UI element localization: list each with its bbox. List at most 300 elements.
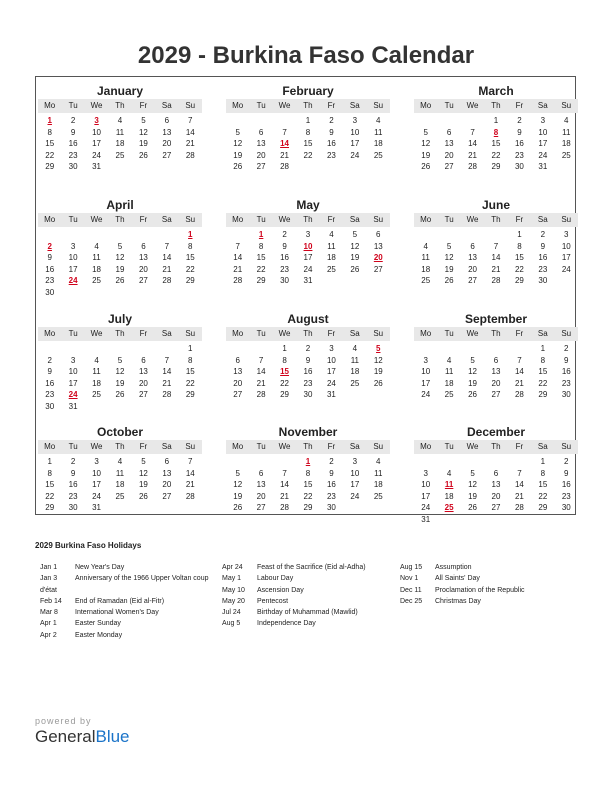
day-cell: 14 <box>162 253 172 263</box>
day-cell: 1 <box>493 116 499 125</box>
day-cell: 24 <box>421 390 431 400</box>
day-grid <box>38 456 202 514</box>
weekday-label: Su <box>561 329 572 338</box>
weekday-label: Su <box>561 101 572 110</box>
day-cell: 3 <box>423 468 428 478</box>
month-june <box>414 198 578 287</box>
day-cell: 13 <box>162 468 172 478</box>
day-cell: 10 <box>421 367 431 377</box>
day-cell: 1 <box>47 457 52 466</box>
day-cell: 4 <box>423 241 428 251</box>
empty-cell <box>61 343 84 355</box>
holiday-day: 2 <box>47 241 52 251</box>
holiday-date: Jan 3 <box>40 575 58 583</box>
day-cell: 6 <box>164 457 170 466</box>
day-cell: 9 <box>540 241 546 251</box>
day-cell: 16 <box>303 367 313 377</box>
day-cell: 10 <box>561 241 571 251</box>
weekday-label: Mo <box>44 101 56 110</box>
day-cell: 30 <box>68 162 78 172</box>
weekday-label: Fr <box>139 215 148 224</box>
day-cell: 9 <box>564 355 569 365</box>
holiday-item <box>40 630 215 641</box>
day-cell: 3 <box>305 230 311 239</box>
day-cell: 22 <box>538 491 548 501</box>
weekday-label: Fr <box>139 101 148 110</box>
day-cell: 26 <box>138 491 148 501</box>
day-grid <box>226 343 390 401</box>
day-cell: 5 <box>352 230 358 239</box>
day-cell: 12 <box>115 253 125 263</box>
day-cell: 18 <box>115 480 125 490</box>
holiday-name: All Saints' Day <box>435 575 480 583</box>
weekday-label: Tu <box>256 442 266 451</box>
day-cell: 31 <box>303 276 313 286</box>
day-cell: 12 <box>115 367 125 377</box>
day-cell: 12 <box>373 355 383 365</box>
holiday-date: May 1 <box>222 575 242 583</box>
day-cell: 22 <box>280 378 290 388</box>
day-cell: 30 <box>280 276 290 286</box>
holiday-day: 1 <box>305 457 311 466</box>
day-cell: 2 <box>329 116 334 125</box>
day-cell: 11 <box>115 127 125 137</box>
weekday-label: Th <box>491 215 501 224</box>
day-cell: 25 <box>373 491 383 501</box>
day-cell: 22 <box>45 491 55 501</box>
month-march <box>414 84 578 173</box>
holiday-name: Ascension Day <box>257 586 304 594</box>
weekday-label: We <box>90 442 103 451</box>
weekday-label: Mo <box>420 101 432 110</box>
day-cell: 3 <box>352 116 358 125</box>
powered-by-text: powered by <box>35 716 92 726</box>
day-cell: 11 <box>327 241 336 251</box>
day-cell: 6 <box>164 116 170 125</box>
day-cell: 21 <box>514 378 524 388</box>
day-cell: 28 <box>280 503 290 513</box>
day-cell: 27 <box>373 264 383 274</box>
weekday-label: Mo <box>44 215 56 224</box>
day-cell: 11 <box>374 468 383 478</box>
holiday-day: 5 <box>376 344 381 353</box>
day-cell: 26 <box>138 150 148 160</box>
empty-cell <box>414 115 437 127</box>
holiday-column <box>40 562 215 641</box>
day-cell: 7 <box>164 241 170 251</box>
day-cell: 15 <box>491 139 501 149</box>
weekday-label: Fr <box>515 442 524 451</box>
weekday-header <box>38 327 202 341</box>
brand-general: General <box>35 727 96 746</box>
weekday-header <box>414 327 578 341</box>
day-cell: 24 <box>303 264 313 274</box>
day-cell: 26 <box>421 162 431 172</box>
day-cell: 31 <box>68 401 78 411</box>
day-cell: 28 <box>491 276 501 286</box>
holiday-name: Assumption <box>435 564 472 571</box>
weekday-header <box>414 99 578 113</box>
holiday-date: Dec 11 <box>400 586 422 594</box>
day-cell: 28 <box>185 491 195 501</box>
day-cell: 17 <box>350 480 360 490</box>
day-cell: 6 <box>446 127 452 137</box>
holiday-day: 24 <box>68 390 78 400</box>
day-cell: 10 <box>350 468 360 478</box>
day-cell: 4 <box>117 457 123 466</box>
holiday-day: 10 <box>303 241 313 251</box>
weekday-header <box>414 440 578 454</box>
day-cell: 2 <box>540 230 546 239</box>
day-cell: 22 <box>45 150 55 160</box>
day-cell: 10 <box>68 367 78 377</box>
day-cell: 10 <box>421 480 431 490</box>
month-name: October <box>96 425 143 439</box>
day-grid <box>38 229 202 299</box>
weekday-label: Sa <box>349 215 360 224</box>
weekday-label: Th <box>303 101 313 110</box>
holiday-item <box>400 573 580 584</box>
day-grid <box>38 115 202 173</box>
day-cell: 17 <box>561 253 571 263</box>
day-cell: 7 <box>282 468 287 478</box>
empty-cell <box>508 456 531 468</box>
weekday-label: We <box>466 101 479 110</box>
day-cell: 9 <box>282 241 287 251</box>
day-cell: 4 <box>352 344 358 353</box>
day-cell: 9 <box>329 468 334 478</box>
holiday-name: Pentecost <box>257 597 289 605</box>
holiday-name: New Year's Day <box>75 564 125 571</box>
day-cell: 11 <box>115 468 125 478</box>
day-cell: 21 <box>185 480 195 490</box>
day-cell: 27 <box>491 503 501 513</box>
day-cell: 1 <box>188 344 193 353</box>
day-cell: 15 <box>185 367 195 377</box>
holiday-item <box>222 618 392 629</box>
day-cell: 4 <box>376 116 381 125</box>
day-cell: 5 <box>235 468 240 478</box>
holiday-name: Feast of the Sacrifice (Eid al-Adha) <box>257 564 366 571</box>
day-cell: 3 <box>352 457 358 466</box>
day-cell: 20 <box>468 264 478 274</box>
day-cell: 26 <box>444 276 454 286</box>
footer <box>35 716 130 747</box>
day-cell: 26 <box>233 503 243 513</box>
empty-cell <box>273 456 296 468</box>
page-title: 2029 - Burkina Faso Calendar <box>137 42 475 69</box>
day-cell: 26 <box>468 390 478 400</box>
day-cell: 8 <box>540 468 546 478</box>
day-cell: 1 <box>305 116 311 125</box>
day-cell: 13 <box>138 367 148 377</box>
day-cell: 29 <box>185 390 195 400</box>
day-cell: 5 <box>117 241 123 251</box>
day-cell: 8 <box>47 127 52 137</box>
day-cell: 29 <box>303 503 313 513</box>
day-cell: 1 <box>282 344 287 353</box>
day-cell: 20 <box>444 150 454 160</box>
day-cell: 7 <box>188 457 193 466</box>
holiday-day: 15 <box>280 367 290 377</box>
holiday-date: Feb 14 <box>40 597 62 605</box>
day-cell: 31 <box>92 503 102 513</box>
weekday-header <box>38 213 202 227</box>
weekday-label: Sa <box>349 442 360 451</box>
empty-cell <box>38 343 61 355</box>
day-cell: 13 <box>491 480 501 490</box>
holiday-day: 25 <box>444 503 454 513</box>
day-cell: 2 <box>305 344 311 353</box>
empty-cell <box>437 456 460 468</box>
day-cell: 31 <box>92 162 102 172</box>
day-cell: 20 <box>491 378 501 388</box>
holiday-item <box>222 585 392 596</box>
weekday-label: Tu <box>444 329 454 338</box>
day-cell: 27 <box>138 390 148 400</box>
day-cell: 16 <box>538 253 548 263</box>
day-cell: 1 <box>540 344 546 353</box>
month-name: January <box>96 84 144 98</box>
day-cell: 10 <box>92 468 102 478</box>
day-cell: 19 <box>444 264 454 274</box>
day-cell: 14 <box>491 253 501 263</box>
day-cell: 13 <box>138 253 148 263</box>
weekday-header <box>226 213 390 227</box>
day-cell: 15 <box>303 480 313 490</box>
empty-cell <box>508 343 531 355</box>
holiday-item <box>40 596 215 607</box>
day-cell: 27 <box>138 276 148 286</box>
weekday-label: We <box>278 329 291 338</box>
day-cell: 3 <box>564 230 569 239</box>
day-cell: 8 <box>540 355 546 365</box>
day-cell: 6 <box>493 468 499 478</box>
holiday-date: May 10 <box>222 586 245 594</box>
day-cell: 15 <box>303 139 313 149</box>
day-cell: 19 <box>115 264 125 274</box>
day-cell: 11 <box>374 127 383 137</box>
day-cell: 29 <box>514 276 524 286</box>
weekday-label: Th <box>303 442 313 451</box>
weekday-label: Su <box>185 215 196 224</box>
day-cell: 26 <box>115 390 125 400</box>
day-cell: 22 <box>514 264 524 274</box>
day-cell: 11 <box>421 253 430 263</box>
day-cell: 9 <box>517 127 522 137</box>
day-cell: 16 <box>561 480 571 490</box>
holiday-day: 14 <box>280 139 290 149</box>
day-cell: 23 <box>326 491 336 501</box>
weekday-label: Fr <box>327 442 336 451</box>
day-cell: 2 <box>329 457 334 466</box>
weekday-header <box>226 440 390 454</box>
day-cell: 16 <box>68 480 78 490</box>
day-cell: 11 <box>350 355 359 365</box>
empty-cell <box>437 343 460 355</box>
day-cell: 8 <box>188 241 193 251</box>
day-cell: 28 <box>162 390 172 400</box>
weekday-label: Mo <box>44 442 56 451</box>
day-cell: 18 <box>561 139 571 149</box>
holiday-item <box>40 618 215 629</box>
empty-cell <box>226 115 249 127</box>
day-cell: 22 <box>185 264 195 274</box>
holiday-name: Christmas Day <box>435 597 481 605</box>
empty-cell <box>437 229 460 241</box>
month-name: March <box>478 84 514 98</box>
holiday-day: 24 <box>68 276 78 286</box>
empty-cell <box>249 343 272 355</box>
month-name: August <box>287 312 329 326</box>
day-cell: 23 <box>45 276 55 286</box>
day-cell: 14 <box>514 367 524 377</box>
day-cell: 29 <box>538 390 548 400</box>
day-cell: 22 <box>538 378 548 388</box>
day-cell: 24 <box>538 150 548 160</box>
day-cell: 8 <box>258 241 264 251</box>
weekday-label: Fr <box>515 329 524 338</box>
day-cell: 18 <box>444 491 454 501</box>
weekday-label: We <box>466 442 479 451</box>
day-cell: 30 <box>561 390 571 400</box>
day-cell: 30 <box>538 276 548 286</box>
day-cell: 20 <box>162 139 172 149</box>
holiday-date: Aug 5 <box>222 620 241 628</box>
day-cell: 17 <box>92 139 102 149</box>
empty-cell <box>61 229 84 241</box>
day-cell: 27 <box>256 162 266 172</box>
day-cell: 17 <box>68 378 78 388</box>
day-cell: 3 <box>70 241 76 251</box>
day-cell: 11 <box>562 127 571 137</box>
day-cell: 23 <box>561 491 571 501</box>
day-cell: 26 <box>350 264 360 274</box>
weekday-label: Mo <box>232 442 244 451</box>
day-cell: 27 <box>162 491 172 501</box>
day-cell: 20 <box>162 480 172 490</box>
day-cell: 19 <box>350 253 360 263</box>
day-cell: 27 <box>444 162 454 172</box>
day-cell: 11 <box>92 367 101 377</box>
day-cell: 23 <box>45 390 55 400</box>
month-november <box>226 425 390 514</box>
day-cell: 7 <box>282 127 287 137</box>
empty-cell <box>437 115 460 127</box>
day-cell: 20 <box>138 378 148 388</box>
day-cell: 19 <box>421 150 431 160</box>
day-cell: 23 <box>561 378 571 388</box>
day-cell: 7 <box>235 241 240 251</box>
day-cell: 24 <box>92 491 102 501</box>
day-grid <box>226 115 390 173</box>
day-cell: 12 <box>421 139 431 149</box>
day-cell: 14 <box>162 367 172 377</box>
day-cell: 26 <box>233 162 243 172</box>
day-cell: 24 <box>350 150 360 160</box>
holiday-day: 20 <box>373 253 383 263</box>
day-cell: 5 <box>470 468 475 478</box>
holiday-date: Apr 24 <box>222 564 243 571</box>
day-cell: 26 <box>115 276 125 286</box>
holiday-item <box>400 596 580 607</box>
day-cell: 2 <box>47 355 52 365</box>
day-cell: 18 <box>326 253 336 263</box>
holiday-item <box>222 573 392 584</box>
day-cell: 13 <box>468 253 478 263</box>
weekday-label: Mo <box>232 215 244 224</box>
month-name: December <box>466 425 526 439</box>
day-cell: 6 <box>470 241 475 251</box>
day-cell: 17 <box>326 367 336 377</box>
day-cell: 21 <box>162 378 172 388</box>
weekday-label: Th <box>303 329 313 338</box>
weekday-header <box>38 440 202 454</box>
day-cell: 18 <box>350 367 360 377</box>
day-cell: 21 <box>514 491 524 501</box>
day-cell: 22 <box>303 491 313 501</box>
empty-cell <box>484 229 507 241</box>
day-cell: 15 <box>538 367 548 377</box>
day-cell: 7 <box>470 127 475 137</box>
day-cell: 5 <box>446 241 452 251</box>
weekday-label: Fr <box>327 215 336 224</box>
holiday-name: End of Ramadan (Eid al-Fitr) <box>75 597 165 605</box>
weekday-label: Fr <box>515 101 524 110</box>
day-cell: 4 <box>94 355 99 365</box>
weekday-label: Su <box>373 215 384 224</box>
day-cell: 22 <box>491 150 501 160</box>
holiday-item <box>40 607 215 618</box>
day-cell: 29 <box>256 276 266 286</box>
weekday-label: Th <box>115 329 125 338</box>
day-cell: 20 <box>256 150 266 160</box>
weekday-header <box>414 213 578 227</box>
holiday-name: Labour Day <box>257 575 294 583</box>
empty-cell <box>226 343 249 355</box>
day-cell: 28 <box>280 162 290 172</box>
day-cell: 31 <box>326 390 336 400</box>
day-cell: 13 <box>256 480 266 490</box>
day-cell: 27 <box>256 503 266 513</box>
day-cell: 5 <box>423 127 428 137</box>
holiday-date: Apr 1 <box>40 620 57 628</box>
day-cell: 29 <box>45 503 55 513</box>
day-cell: 8 <box>517 241 522 251</box>
holiday-name: International Women's Day <box>75 609 159 617</box>
weekday-label: Tu <box>444 215 454 224</box>
day-cell: 6 <box>141 355 146 365</box>
day-cell: 25 <box>115 491 125 501</box>
weekday-label: Mo <box>420 215 432 224</box>
day-cell: 22 <box>185 378 195 388</box>
weekday-label: Tu <box>256 101 266 110</box>
day-grid <box>414 343 578 401</box>
day-cell: 21 <box>256 378 266 388</box>
day-cell: 9 <box>564 468 569 478</box>
weekday-label: We <box>278 215 291 224</box>
day-cell: 20 <box>491 491 501 501</box>
day-cell: 24 <box>421 503 431 513</box>
weekday-label: Fr <box>327 101 336 110</box>
month-name: September <box>464 312 528 326</box>
day-cell: 21 <box>233 264 243 274</box>
day-cell: 28 <box>468 162 478 172</box>
empty-cell <box>85 229 108 241</box>
weekday-label: Th <box>491 442 501 451</box>
day-cell: 14 <box>468 139 478 149</box>
day-cell: 6 <box>493 355 499 365</box>
